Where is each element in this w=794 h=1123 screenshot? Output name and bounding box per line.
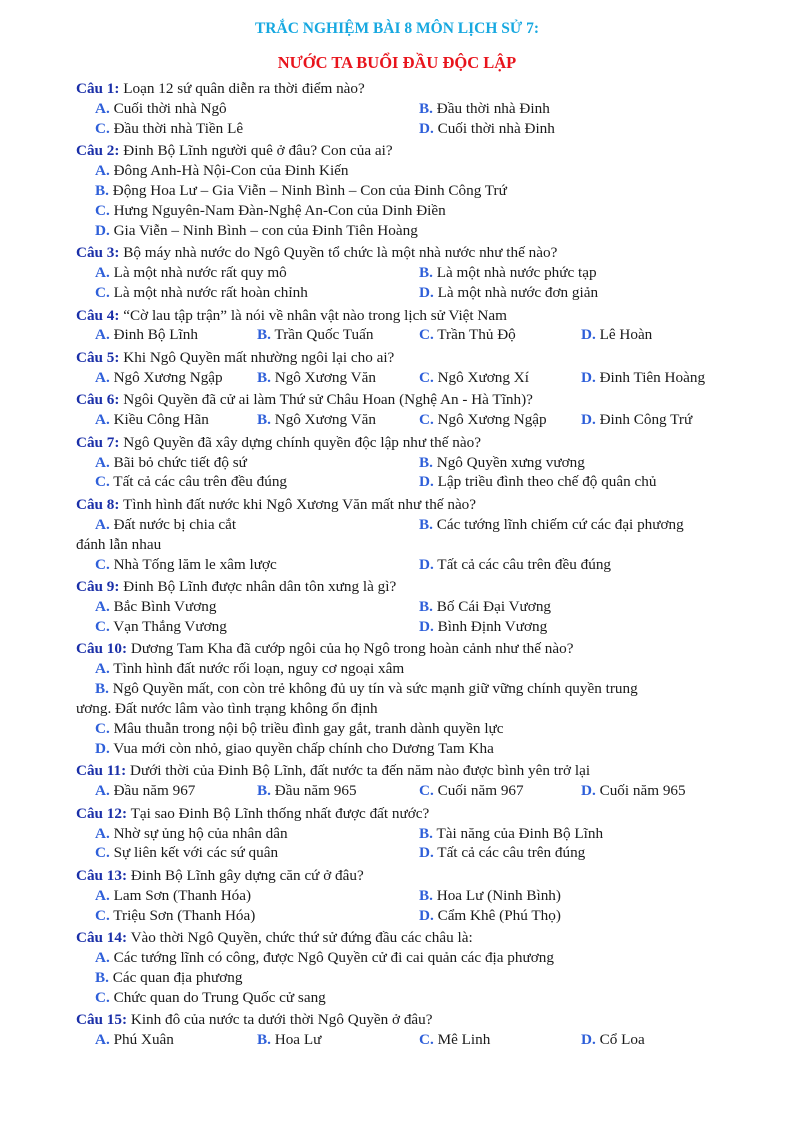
option-d: D. Tất cả các câu trên đều đúng	[419, 555, 612, 573]
question-15	[76, 1010, 726, 1050]
option-a: A. Là một nhà nước rất quy mô	[95, 264, 287, 282]
option-b-continuation: đánh lẫn nhau	[76, 535, 162, 553]
question-text: Ngô Quyền đã xây dựng chính quyền độc lập như thế nào?	[119, 433, 481, 451]
option-d: D. Vua mới còn nhỏ, giao quyền chấp chính cho Dương Tam Kha	[95, 739, 494, 757]
option-c: C. Chức quan do Trung Quốc cử sang	[95, 988, 326, 1006]
option-c: C. Hưng Nguyên-Nam Đàn-Nghệ An-Con của Dinh Điền	[95, 201, 446, 219]
option-a: A. Tình hình đất nước rối loạn, nguy cơ ngoại xâm	[95, 660, 405, 678]
question-1	[76, 79, 726, 139]
option-d: D. Là một nhà nước đơn giản	[419, 284, 599, 302]
question-number: Câu 11:	[76, 762, 127, 780]
option-d: D. Tất cả các câu trên đúng	[419, 844, 586, 862]
option-a: A. Đầu năm 967	[95, 782, 196, 800]
question-number: Câu 4:	[76, 306, 120, 324]
question-text: Khi Ngô Quyền mất nhường ngôi lại cho ai?	[119, 348, 395, 366]
option-c: C. Mâu thuẫn trong nội bộ triều đình gay gắt, tranh dành quyền lực	[95, 719, 504, 737]
question-4	[76, 306, 726, 346]
question-text: Loạn 12 sứ quân diễn ra thời điểm nào?	[119, 80, 365, 97]
option-b: B. Hoa Lư	[257, 1031, 322, 1049]
option-b: B. Ngô Xương Văn	[257, 411, 376, 429]
option-b: B. Đầu năm 965	[257, 782, 357, 800]
question-number: Câu 13:	[76, 866, 128, 884]
option-a: A. Bắc Bình Vương	[95, 598, 217, 616]
option-a: A. Bãi bỏ chức tiết độ sứ	[95, 453, 247, 471]
question-text: Đinh Bộ Lĩnh được nhân dân tôn xưng là gì?	[119, 578, 397, 596]
option-c: C. Tất cả các câu trên đều đúng	[95, 473, 288, 491]
option-c: C. Mê Linh	[419, 1031, 491, 1049]
question-number: Câu 6:	[76, 391, 120, 409]
option-c: C. Là một nhà nước rất hoàn chỉnh	[95, 284, 308, 302]
option-a: A. Phú Xuân	[95, 1031, 174, 1049]
option-b: B. Đầu thời nhà Đinh	[419, 99, 550, 117]
option-b: B. Trần Quốc Tuấn	[257, 326, 374, 344]
option-d: D. Cuối năm 965	[581, 782, 686, 800]
question-text: “Cờ lau tập trận” là nói về nhân vật nào trong lịch sử Việt Nam	[119, 306, 507, 324]
question-text: Ngôi Quyền đã cử ai làm Thứ sử Châu Hoan (Nghệ An - Hà Tĩnh)?	[119, 391, 533, 409]
question-number: Câu 7:	[76, 433, 120, 451]
option-b-continuation: ương. Đất nước lâm vào tình trạng không ổn định	[76, 700, 378, 718]
option-c: C. Triệu Sơn (Thanh Hóa)	[95, 906, 256, 924]
question-8	[76, 495, 726, 575]
question-number: Câu 15:	[76, 1011, 128, 1029]
question-text: Tình hình đất nước khi Ngô Xương Văn mất như thế nào?	[119, 495, 477, 513]
option-d: D. Cẩm Khê (Phú Thọ)	[419, 906, 561, 924]
option-a: A. Đông Anh-Hà Nội-Con của Đinh Kiến	[95, 162, 349, 180]
option-b: B. Bố Cái Đại Vương	[419, 598, 552, 616]
option-b: B. Tài năng của Đinh Bộ Lĩnh	[419, 824, 604, 842]
option-b: B. Là một nhà nước phức tạp	[419, 264, 597, 282]
question-13	[76, 866, 726, 926]
option-d: D. Lập triều đình theo chế độ quân chủ	[419, 473, 657, 491]
option-b: B. Động Hoa Lư – Gia Viễn – Ninh Bình – Con của Đinh Công Trứ	[95, 182, 507, 200]
question-text: Đinh Bộ Lĩnh gây dựng căn cứ ở đâu?	[127, 866, 364, 884]
question-text: Dưới thời của Đinh Bộ Lĩnh, đất nước ta đến năm nào được bình yên trở lại	[126, 762, 591, 780]
option-a: A. Đất nước bị chia cắt	[95, 515, 237, 533]
question-14	[76, 928, 726, 1008]
question-number: Câu 3:	[76, 244, 120, 262]
option-b: B. Các tướng lĩnh chiếm cứ các đại phương	[419, 515, 684, 533]
question-text: Vào thời Ngô Quyền, chức thứ sử đứng đầu các châu là:	[127, 929, 473, 947]
option-a: A. Các tướng lĩnh có công, được Ngô Quyền cử đi cai quản các địa phương	[95, 949, 554, 967]
question-text: Kinh đô của nước ta dưới thời Ngô Quyền ở đâu?	[127, 1011, 433, 1029]
question-number: Câu 9:	[76, 578, 120, 596]
option-d: D. Đinh Tiên Hoàng	[581, 368, 706, 386]
question-9	[76, 577, 726, 637]
option-c: C. Cuối năm 967	[419, 782, 524, 800]
option-d: D. Lê Hoàn	[581, 326, 653, 344]
option-c: C. Vạn Thắng Vương	[95, 617, 227, 635]
option-d: D. Gia Viễn – Ninh Bình – con của Đinh Tiên Hoàng	[95, 221, 418, 239]
question-list	[76, 79, 726, 1053]
question-number: Câu 10:	[76, 640, 128, 658]
option-c: C. Đầu thời nhà Tiền Lê	[95, 119, 244, 137]
option-b: B. Các quan địa phương	[95, 969, 243, 987]
option-d: D. Bình Định Vương	[419, 617, 548, 635]
question-number: Câu 5:	[76, 348, 120, 366]
option-a: A. Lam Sơn (Thanh Hóa)	[95, 886, 252, 904]
option-b: B. Ngô Xương Văn	[257, 368, 376, 386]
option-c: C. Nhà Tống lăm le xâm lược	[95, 555, 277, 573]
question-text: Dương Tam Kha đã cướp ngôi của họ Ngô trong hoàn cảnh như thế nào?	[127, 640, 574, 658]
option-d: D. Đinh Công Trứ	[581, 411, 693, 429]
option-a: A. Kiều Công Hãn	[95, 411, 209, 429]
option-b: B. Hoa Lư (Ninh Bình)	[419, 886, 561, 904]
option-c: C. Ngô Xương Xí	[419, 368, 529, 386]
question-2	[76, 141, 726, 240]
quiz-subtitle: NƯỚC TA BUỔI ĐẦU ĐỘC LẬP	[277, 53, 517, 72]
question-3	[76, 243, 726, 303]
question-number: Câu 1:	[76, 80, 120, 97]
option-a: A. Ngô Xương Ngập	[95, 368, 223, 386]
question-10	[76, 639, 726, 758]
question-text: Bộ máy nhà nước do Ngô Quyền tổ chức là một nhà nước như thế nào?	[119, 244, 558, 262]
option-d: D. Cổ Loa	[581, 1031, 645, 1049]
question-7	[76, 433, 726, 493]
option-a: A. Nhờ sự ủng hộ của nhân dân	[95, 824, 288, 842]
question-number: Câu 8:	[76, 495, 120, 513]
option-d: D. Cuối thời nhà Đinh	[419, 119, 555, 137]
question-number: Câu 12:	[76, 804, 128, 822]
question-11	[76, 761, 726, 801]
question-text: Đinh Bộ Lĩnh người quê ở đâu? Con của ai?	[119, 142, 393, 160]
question-number: Câu 14:	[76, 929, 128, 947]
option-c: C. Trần Thủ Độ	[419, 326, 516, 344]
option-c: C. Sự liên kết với các sứ quân	[95, 844, 279, 862]
option-c: C. Ngô Xương Ngập	[419, 411, 547, 429]
option-b: B. Ngô Quyền mất, con còn trẻ không đủ uy tín và sức mạnh giữ vững chính quyền trung	[95, 680, 638, 698]
option-a: A. Cuối thời nhà Ngô	[95, 99, 227, 117]
option-a: A. Đinh Bộ Lĩnh	[95, 326, 198, 344]
question-text: Tại sao Đinh Bộ Lĩnh thống nhất được đất nước?	[127, 804, 430, 822]
question-number: Câu 2:	[76, 142, 120, 160]
question-6	[76, 390, 726, 430]
question-12	[76, 804, 726, 864]
option-b: B. Ngô Quyền xưng vương	[419, 453, 585, 471]
question-5	[76, 348, 726, 388]
quiz-title: TRẮC NGHIỆM BÀI 8 MÔN LỊCH SỬ 7:	[254, 20, 540, 37]
